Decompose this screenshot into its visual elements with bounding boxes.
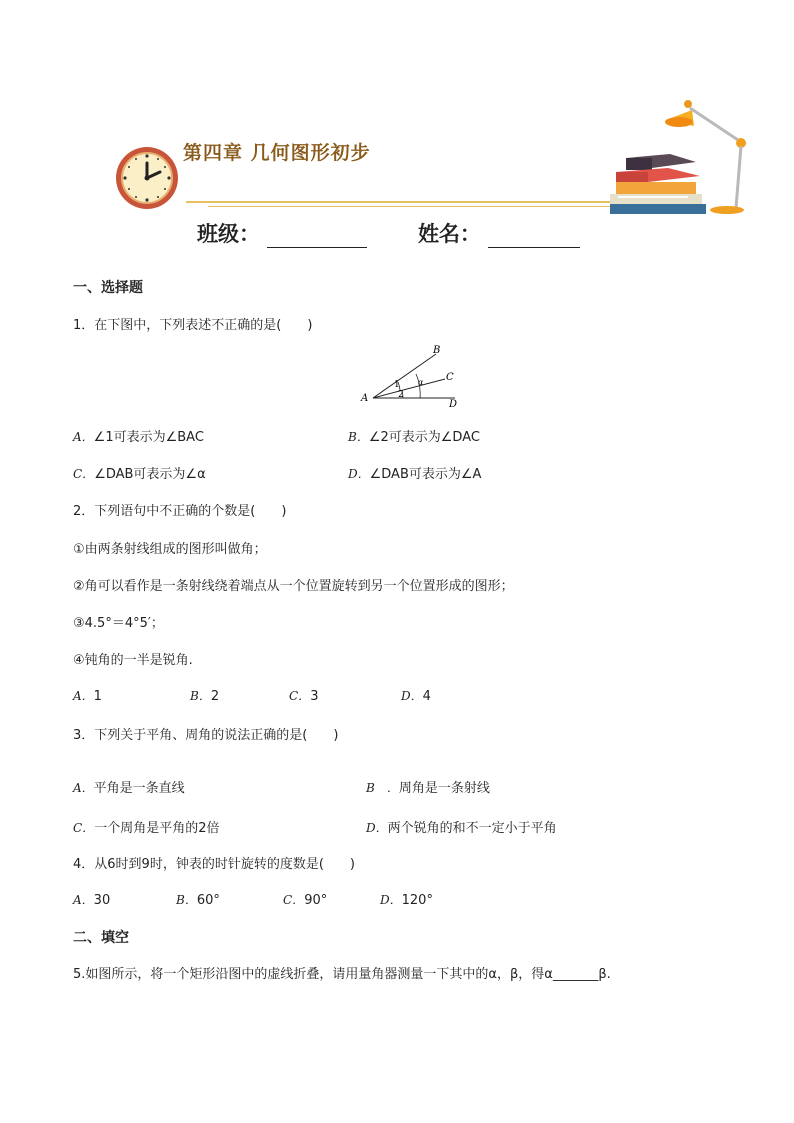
option-text: 一个周角是平角的2倍 — [94, 821, 220, 836]
angle-1-label: 1 — [394, 380, 400, 390]
option-c[interactable] — [73, 463, 206, 482]
option-a[interactable] — [73, 777, 185, 796]
statement-item: ④钝角的一半是锐角. — [73, 653, 193, 668]
option-letter: A． — [73, 893, 94, 907]
option-letter: A． — [73, 430, 94, 444]
point-c-label: C — [446, 372, 454, 383]
option-text: 平角是一条直线 — [93, 781, 185, 796]
option-b[interactable] — [176, 891, 220, 908]
option-c[interactable] — [289, 687, 318, 704]
question-stem: 5.如图所示，将一个矩形沿图中的虚线折叠，请用量角器测量一下其中的α，β，得α_______β. — [73, 967, 611, 982]
option-text: 4 — [422, 689, 431, 704]
point-a-label: A — [361, 393, 369, 404]
statement-item: ③4.5°＝4°5′； — [73, 616, 164, 631]
option-letter: A． — [73, 781, 94, 795]
option-a[interactable] — [73, 687, 102, 704]
option-text: 周角是一条射线 — [398, 781, 490, 796]
option-text: ∠DAB可表示为∠A — [369, 467, 482, 482]
option-letter: D． — [348, 467, 370, 481]
option-text: 3 — [310, 689, 319, 704]
angle-alpha-label: α — [418, 378, 424, 387]
option-text: 90° — [304, 893, 328, 908]
option-letter: D． — [401, 689, 423, 703]
option-b[interactable] — [348, 426, 480, 445]
option-letter: C． — [283, 893, 305, 907]
question-stem: 1．在下图中，下列表述不正确的是( ) — [73, 318, 313, 333]
option-text: ∠DAB可表示为∠α — [94, 467, 206, 482]
question-stem: 3．下列关于平角、周角的说法正确的是( ) — [73, 728, 339, 743]
header-rule — [186, 201, 630, 203]
question-stem: 2．下列语句中不正确的个数是( ) — [73, 504, 287, 519]
student-info-line — [197, 218, 580, 248]
option-c[interactable] — [73, 817, 219, 836]
option-b[interactable] — [366, 777, 490, 796]
option-text: 60° — [196, 893, 220, 908]
option-letter: A． — [73, 689, 94, 703]
name-field[interactable] — [488, 225, 580, 248]
question-stem: 4．从6时到9时，钟表的时针旋转的度数是( ) — [73, 857, 355, 872]
statement-item: ①由两条射线组成的图形叫做角； — [73, 542, 267, 557]
option-letter: B ． — [366, 781, 399, 795]
option-letter: D． — [380, 893, 402, 907]
option-d[interactable] — [366, 817, 557, 836]
option-letter: B． — [348, 430, 369, 444]
class-label: 班级： — [197, 221, 260, 246]
option-letter: C． — [73, 821, 95, 835]
option-a[interactable] — [73, 891, 110, 908]
point-d-label: D — [449, 399, 458, 410]
option-text: 120° — [401, 893, 433, 908]
option-letter: C． — [289, 689, 311, 703]
section-heading: 二、填空 — [73, 930, 129, 946]
option-c[interactable] — [283, 891, 327, 908]
option-text: 2 — [210, 689, 220, 704]
option-letter: D． — [366, 821, 388, 835]
statement-item: ②角可以看作是一条射线绕着端点从一个位置旋转到另一个位置形成的图形； — [73, 579, 514, 594]
section-heading: 一、选择题 — [73, 280, 143, 296]
header-rule-thin — [208, 206, 623, 207]
class-field[interactable] — [267, 225, 367, 248]
option-letter: B． — [176, 893, 197, 907]
option-d[interactable] — [348, 463, 481, 482]
option-text: 1 — [93, 689, 102, 704]
option-text: ∠1可表示为∠BAC — [93, 430, 204, 445]
angle-2-label: 2 — [398, 390, 404, 400]
option-a[interactable] — [73, 426, 204, 445]
option-text: 两个锐角的和不一定小于平角 — [387, 821, 557, 836]
option-text: ∠2可表示为∠DAC — [368, 430, 480, 445]
angle-figure — [360, 342, 470, 410]
option-d[interactable] — [401, 687, 431, 704]
chapter-title: 第四章 几何图形初步 — [183, 142, 371, 164]
option-b[interactable] — [190, 687, 219, 704]
books-lamp-icon — [608, 96, 750, 218]
option-letter: B． — [190, 689, 211, 703]
option-text: 30 — [93, 893, 111, 908]
option-letter: C． — [73, 467, 95, 481]
point-b-label: B — [433, 345, 441, 356]
name-label: 姓名： — [417, 221, 481, 246]
option-d[interactable] — [380, 891, 433, 908]
